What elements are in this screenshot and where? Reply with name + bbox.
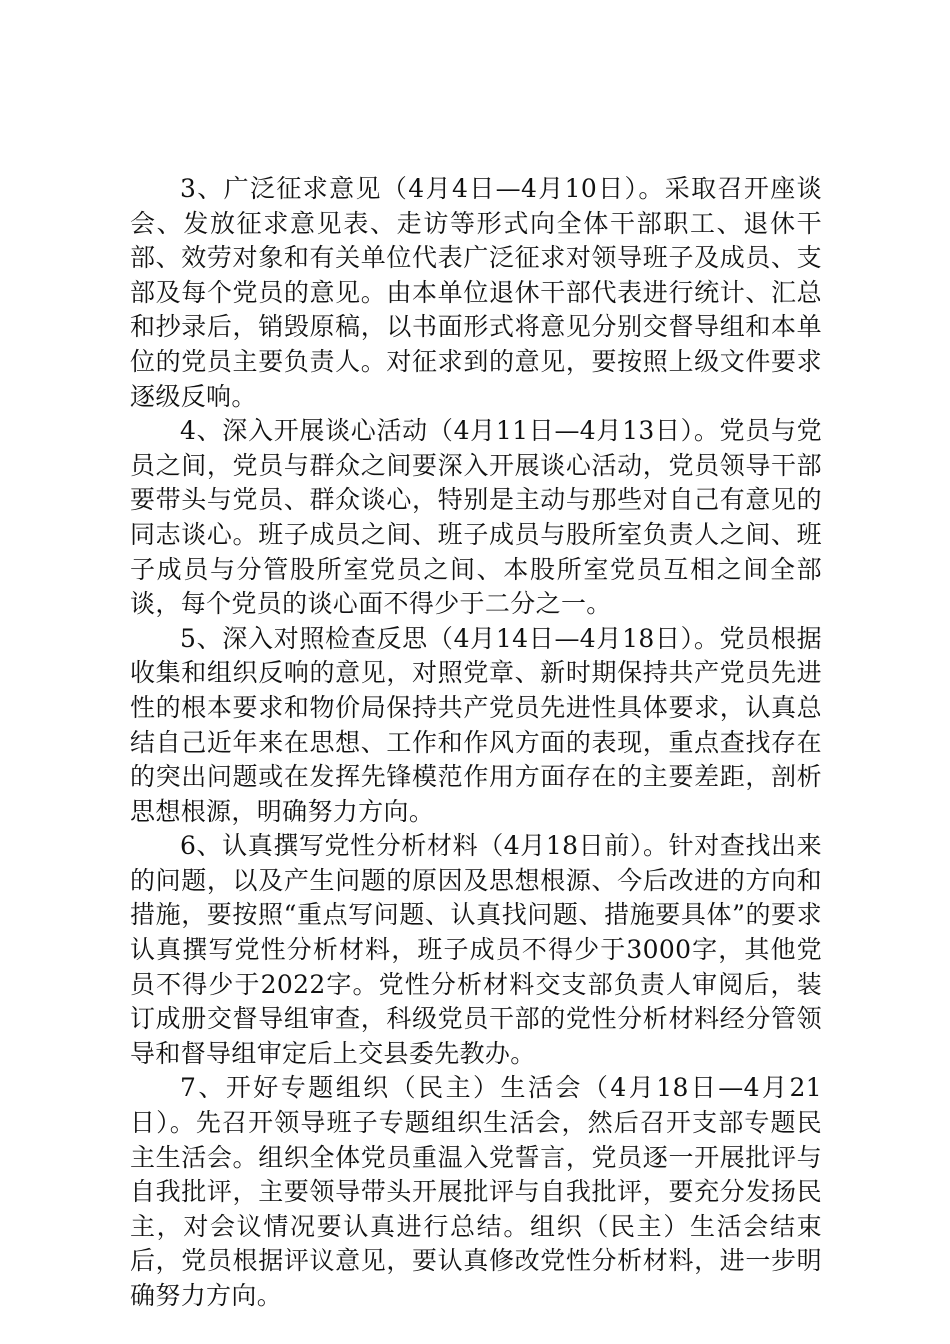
paragraph-item-5: 5、深入对照检查反思（4月14日—4月18日）。党员根据收集和组织反响的意见，对照党章、新时期保持共产党员先进性的根本要求和物价局保持共产党员先进性具体要求，认真总结自己近年来在思想、工作和作风方面的表现，重点查找存在的突出问题或在发挥先锋模范作用方面存在的主要差距，剖析思想根源，明确努力方向。: [130, 623, 822, 826]
document-body: [130, 172, 822, 1314]
paragraph-item-3: 3、广泛征求意见（4月4日—4月10日）。采取召开座谈会、发放征求意见表、走访等形式向全体干部职工、退休干部、效劳对象和有关单位代表广泛征求对领导班子及成员、支部及每个党员的意见。由本单位退休干部代表进行统计、汇总和抄录后，销毁原稿，以书面形式将意见分别交督导组和本单位的党员主要负责人。对征求到的意见，要按照上级文件要求逐级反响。: [130, 174, 822, 411]
paragraph-item-7: 7、开好专题组织（民主）生活会（4月18日—4月21日）。先召开领导班子专题组织生活会，然后召开支部专题民主生活会。组织全体党员重温入党誓言，党员逐一开展批评与自我批评，主要领导带头开展批评与自我批评，要充分发扬民主，对会议情况要认真进行总结。组织（民主）生活会结束后，党员根据评议意见，要认真修改党性分析材料，进一步明确努力方向。: [130, 1073, 822, 1310]
paragraph-item-6: 6、认真撰写党性分析材料（4月18日前）。针对查找出来的问题，以及产生问题的原因及思想根源、今后改进的方向和措施，要按照“重点写问题、认真找问题、措施要具体”的要求认真撰写党性分析材料，班子成员不得少于3000字，其他党员不得少于2022字。党性分析材料交支部负责人审阅后，装订成册交督导组审查，科级党员干部的党性分析材料经分管领导和督导组审定后上交县委先教办。: [130, 831, 822, 1068]
paragraph-item-4: 4、深入开展谈心活动（4月11日—4月13日）。党员与党员之间，党员与群众之间要深入开展谈心活动，党员领导干部要带头与党员、群众谈心，特别是主动与那些对自己有意见的同志谈心。班子成员之间、班子成员与股所室负责人之间、班子成员与分管股所室党员之间、本股所室党员互相之间全部谈，每个党员的谈心面不得少于二分之一。: [130, 416, 822, 619]
